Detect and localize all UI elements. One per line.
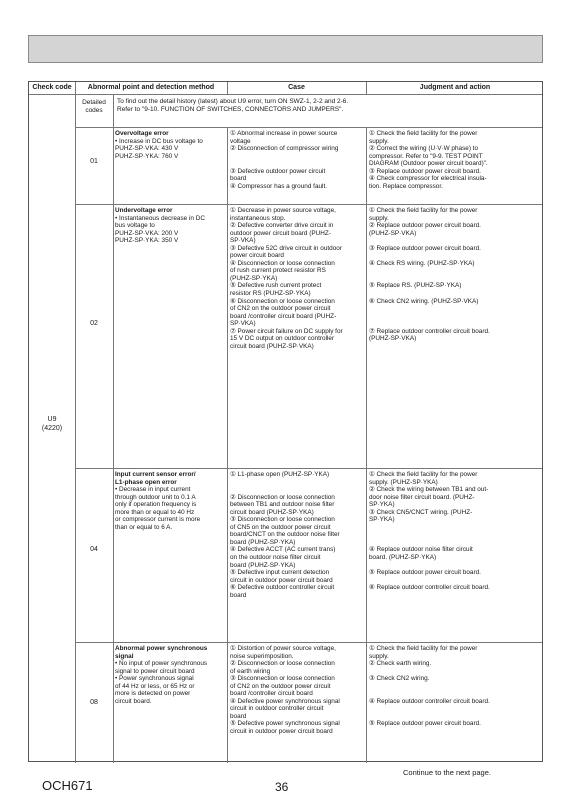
text-line: ① Abnormal increase in power source — [230, 130, 338, 137]
text-line: ① Check the field facility for the power — [369, 207, 478, 214]
header-abnormal-point: Abnormal point and detection method — [87, 84, 215, 91]
text-line — [369, 577, 490, 585]
text-line: or compressor current is more — [115, 516, 201, 524]
text-line: PUHZ-SP·YKA: 350 V — [115, 237, 179, 245]
column-divider — [366, 128, 367, 763]
text-line: ⑤ Replace outdoor power circuit board. — [369, 720, 481, 728]
text-line: ① Check the field facility for the power — [369, 645, 478, 652]
judgment-cell — [369, 645, 490, 728]
header-case: Case — [288, 84, 305, 91]
text-line: supply. — [369, 137, 389, 145]
text-line: circuit board (PUHZ-SP·VKA) — [230, 342, 314, 350]
text-line: ① L1-phase open (PUHZ-SP·YKA) — [230, 471, 330, 478]
row-divider — [75, 204, 542, 205]
text-line: than or equal to 6 A. — [115, 523, 173, 531]
detailed-codes-label: Detailed codes — [82, 99, 106, 114]
text-line: power circuit board — [230, 252, 284, 260]
text-line: • Power synchronous signal — [115, 675, 194, 683]
text-line: more is detected on power — [115, 690, 191, 698]
text-line — [369, 290, 490, 298]
detailed-codes-text: To find out the detail history (latest) about U9 error, turn ON SWZ-1, 2-2 and 2-6. Refer to "9-10. FUNCTION OF SWITCHES, CONNECTORS AND JUMPERS". — [117, 98, 349, 113]
detail-code-number: 01 — [90, 158, 98, 165]
text-line: SP·YKA) — [369, 516, 395, 524]
text-line — [369, 237, 490, 245]
text-line: ⑦ Replace outdoor controller circuit board. — [369, 327, 490, 335]
text-line: PUHZ-SP·YKA: 760 V — [115, 152, 179, 160]
text-line — [369, 267, 490, 275]
text-line: ③ Replace outdoor power circuit board. — [369, 244, 481, 252]
text-line — [369, 320, 490, 328]
text-line — [369, 275, 490, 283]
judgment-cell — [369, 130, 488, 190]
column-divider — [113, 95, 114, 763]
text-line: Input current sensor error/ — [115, 471, 196, 478]
row-divider — [75, 127, 542, 128]
text-line: ③ Defective 52C drive circuit in outdoor — [230, 244, 342, 252]
text-line: • Increase in DC bus voltage to — [115, 137, 203, 145]
text-line: ④ Defective ACCT (AC current trans) — [230, 546, 336, 554]
check-code-number: (4220) — [41, 425, 63, 432]
text-line: (PUHZ-SP·YKA) — [230, 274, 278, 282]
text-line: between TB1 and outdoor noise filter — [230, 501, 335, 509]
text-line: ① Check the field facility for the power — [369, 130, 478, 137]
text-line: board — [230, 712, 247, 720]
text-line: circuit board. — [115, 697, 152, 705]
text-line: ④ Defective power synchronous signal — [230, 697, 340, 705]
text-line — [369, 562, 490, 570]
text-line: of CN5 on the outdoor power circuit — [230, 523, 331, 531]
text-line: ④ Check RS wiring. (PUHZ-SP·YKA) — [369, 259, 475, 267]
text-line: L1-phase open error — [115, 478, 177, 486]
header-divider — [29, 94, 542, 95]
text-line: more than or equal to 40 Hz — [115, 508, 195, 516]
check-code-cell — [29, 415, 75, 433]
text-line: • No input of power synchronous — [115, 660, 208, 668]
text-line — [369, 539, 490, 547]
text-line: circuit in outdoor power circuit board — [230, 576, 333, 584]
abnormal-cell — [115, 130, 203, 160]
case-cell — [230, 471, 340, 599]
text-line: (PUHZ-SP·VKA) — [369, 229, 417, 237]
text-line — [369, 683, 490, 691]
text-line: ② Disconnection or loose connection — [230, 493, 335, 501]
text-line: SP·YKA) — [369, 501, 395, 509]
page-number: 36 — [275, 780, 289, 794]
column-divider — [227, 128, 228, 763]
text-line: ① Check the field facility for the power — [369, 471, 478, 478]
text-line: ③ Disconnection or loose connection — [230, 675, 335, 683]
text-line — [369, 713, 490, 721]
text-line — [369, 305, 490, 313]
text-line — [369, 690, 490, 698]
judgment-cell — [369, 471, 490, 592]
abnormal-cell — [115, 645, 207, 705]
abnormal-cell — [115, 207, 205, 245]
text-line: ④ Disconnection or loose connection — [230, 259, 335, 267]
detail-code-number: 08 — [90, 699, 98, 706]
text-line: Abnormal power synchronous — [115, 645, 208, 652]
row-divider — [75, 642, 542, 643]
text-line: ⑥ Defective outdoor controller circuit — [230, 584, 335, 592]
troubleshooting-table — [28, 81, 543, 762]
column-divider — [227, 82, 228, 94]
text-line: outdoor power circuit board (PUHZ- — [230, 229, 331, 237]
text-line: ⑥ Replace outdoor controller circuit board. — [369, 584, 490, 592]
text-line: ② Disconnection or loose connection — [230, 660, 335, 668]
detail-code-number: 04 — [90, 546, 98, 553]
text-line: 15 V DC output on outdoor controller — [230, 335, 335, 343]
text-line: SP·VKA) — [230, 320, 256, 328]
text-line: ⑤ Replace outdoor power circuit board. — [369, 569, 481, 577]
text-line: supply. — [369, 652, 389, 660]
column-divider — [366, 82, 367, 94]
text-line: ① Decrease in power source voltage, — [230, 207, 336, 214]
text-line: ④ Check compressor for electrical insula- — [369, 175, 487, 183]
text-line: ② Check earth wiring. — [369, 660, 432, 668]
text-line — [230, 153, 338, 161]
text-line: supply. (PUHZ-SP·YKA) — [369, 478, 438, 486]
text-line — [369, 524, 490, 532]
header-judgment-action: Judgment and action — [419, 84, 491, 91]
text-line: ③ Replace outdoor power circuit board. — [369, 167, 481, 175]
text-line — [369, 252, 490, 260]
text-line: voltage — [230, 137, 251, 145]
text-line: ③ Check CN5/CNCT wiring. (PUHZ- — [369, 508, 473, 516]
text-line: noise superimposition. — [230, 652, 294, 660]
text-line: ⑤ Defective rush current protect — [230, 282, 322, 290]
text-line: ② Replace outdoor power circuit board. — [369, 222, 481, 230]
text-line: tion. Replace compressor. — [369, 182, 443, 190]
text-line — [230, 160, 338, 168]
row-divider — [75, 468, 542, 469]
text-line: ⑤ Defective power synchronous signal — [230, 720, 340, 728]
text-line: signal to power circuit board — [115, 667, 195, 675]
text-line: (PUHZ-SP·VKA) — [369, 335, 417, 343]
text-line: ④ Replace outdoor controller circuit board. — [369, 697, 490, 705]
text-line: ② Correct the wiring (U·V·W phase) to — [369, 145, 479, 153]
document-code: OCH671 — [42, 778, 93, 793]
text-line: board (PUHZ-SP·YKA) — [230, 561, 296, 569]
text-line: ⑤ Replace RS. (PUHZ-SP·YKA) — [369, 282, 462, 290]
text-line: bus voltage to — [115, 222, 155, 230]
text-line: ④ Compressor has a ground fault. — [230, 182, 328, 190]
text-line: compressor. Refer to "9-9. TEST POINT — [369, 152, 483, 160]
check-code-name: U9 — [47, 416, 57, 423]
text-line: circuit board (PUHZ-SP·YKA) — [230, 508, 314, 516]
text-line: ⑥ Check CN2 wiring. (PUHZ-SP·VKA) — [369, 297, 479, 305]
text-line: circuit in outdoor controller circuit — [230, 705, 324, 713]
text-line — [230, 486, 340, 494]
continue-note: Continue to the next page. — [403, 768, 491, 777]
text-line: ⑥ Disconnection or loose connection — [230, 297, 335, 305]
text-line: DIAGRAM (Outdoor power circuit board)". — [369, 160, 488, 168]
text-line — [230, 479, 340, 487]
text-line: instantaneous stop. — [230, 214, 286, 222]
text-line: resistor RS (PUHZ-SP·YKA) — [230, 290, 311, 298]
detail-code-number: 02 — [90, 320, 98, 327]
text-line: of CN2 on the outdoor power circuit — [230, 682, 331, 690]
text-line: of 44 Hz or less, or 65 Hz or — [115, 682, 195, 690]
abnormal-cell — [115, 471, 200, 531]
text-line: • Decrease in input current — [115, 486, 191, 494]
text-line — [369, 313, 490, 321]
text-line: ③ Defective outdoor power circuit — [230, 167, 326, 175]
text-line: ⑤ Defective input current detection — [230, 569, 330, 577]
text-line: signal — [115, 652, 134, 660]
column-divider — [75, 82, 76, 763]
text-line: Undervoltage error — [115, 207, 173, 214]
text-line: SP·VKA) — [230, 237, 256, 245]
text-line: • Instantaneous decrease in DC — [115, 214, 205, 222]
case-cell — [230, 207, 343, 350]
text-line: board. (PUHZ-SP·YKA) — [369, 554, 437, 562]
text-line: door noise filter circuit board. (PUHZ- — [369, 493, 475, 501]
text-line: board /controller circuit board (PUHZ- — [230, 312, 337, 320]
judgment-cell — [369, 207, 490, 343]
text-line: ① Distortion of power source voltage, — [230, 645, 336, 652]
case-cell — [230, 645, 340, 736]
text-line: of earth wiring — [230, 667, 271, 675]
text-line: ⑦ Power circuit failure on DC supply for — [230, 327, 343, 335]
text-line: board — [230, 591, 247, 599]
top-header-bar — [28, 35, 543, 63]
text-line: ② Defective converter drive circuit in — [230, 222, 334, 230]
text-line: only if operation frequency is — [115, 501, 197, 509]
text-line: of CN2 on the outdoor power circuit — [230, 305, 331, 313]
text-line: through outdoor unit to 0.1 A — [115, 493, 196, 501]
text-line: Overvoltage error — [115, 130, 169, 137]
text-line: PUHZ-SP·VKA: 430 V — [115, 145, 179, 153]
text-line: ② Check the wiring between TB1 and out- — [369, 486, 489, 494]
text-line: ② Disconnection of compressor wiring — [230, 145, 339, 153]
text-line: PUHZ-SP·VKA: 200 V — [115, 229, 179, 237]
text-line: ③ Disconnection or loose connection — [230, 516, 335, 524]
case-cell — [230, 130, 338, 190]
text-line: board/CNCT on the outdoor noise filter — [230, 531, 340, 539]
text-line — [369, 531, 490, 539]
text-line: board /controller circuit board — [230, 690, 313, 698]
header-check-code: Check code — [32, 84, 72, 91]
text-line: board — [230, 175, 247, 183]
text-line: supply. — [369, 214, 389, 222]
text-line: ④ Replace outdoor noise filter circuit — [369, 546, 473, 554]
text-line: circuit in outdoor power circuit board — [230, 728, 333, 736]
text-line: board (PUHZ-SP·YKA) — [230, 538, 296, 546]
text-line: on the outdoor noise filter circuit — [230, 554, 321, 562]
text-line: of rush current protect resistor RS — [230, 267, 326, 275]
text-line — [369, 668, 490, 676]
text-line — [369, 705, 490, 713]
text-line: ③ Check CN2 wiring. — [369, 675, 430, 683]
